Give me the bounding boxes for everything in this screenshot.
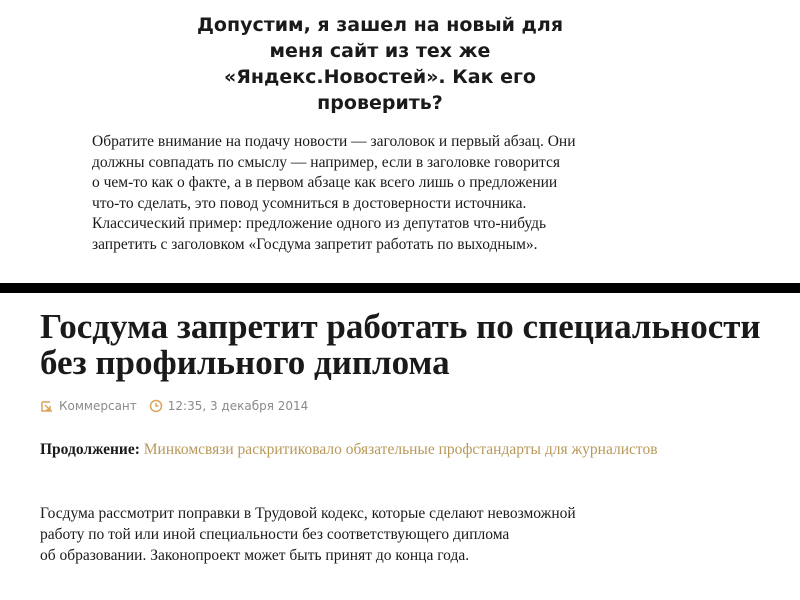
news-article-screenshot — [0, 293, 800, 600]
answer-paragraph — [92, 132, 682, 255]
article-lead — [40, 503, 700, 566]
headline-line: без профильного диплома — [40, 343, 450, 382]
answer-line: Классический пример: предложение одного из депутатов что-нибудь — [92, 215, 547, 232]
lead-line: Госдума рассмотрит поправки в Трудовой кодекс, которые сделают невозможной — [40, 505, 576, 522]
answer-line: запретить с заголовком «Госдума запретит работать по выходным». — [92, 235, 538, 253]
article-timestamp: 12:35, 3 декабря 2014 — [167, 399, 309, 413]
answer-line: о чем-то как о факте, а в первом абзаце как всего лишь о предложении — [92, 174, 558, 191]
headline-line: Госдума запретит работать по специальности — [40, 307, 761, 346]
question-heading: Допустим, я зашел на новый для меня сайт из тех же «Яндекс.Новостей». Как его проверить? — [196, 14, 564, 114]
continuation-link[interactable]: Минкомсвязи раскритиковало обязательные профстандарты для журналистов — [143, 441, 658, 458]
article-source[interactable]: Коммерсант — [59, 399, 137, 413]
lead-line: об образовании. Законопроект может быть принят до конца года. — [40, 547, 470, 564]
continuation-label: Продолжение: — [40, 441, 140, 458]
lead-line: работу по той или иной специальности без соответствующего диплома — [40, 526, 510, 543]
article-meta — [40, 397, 308, 415]
article-headline — [40, 309, 790, 381]
section-divider — [0, 283, 800, 293]
clock-icon — [149, 399, 163, 413]
interview-section — [0, 0, 800, 283]
answer-line: что-то сделать, это повод усомниться в достоверности источника. — [92, 194, 527, 212]
continuation-block — [40, 439, 700, 460]
source-icon — [40, 399, 54, 413]
answer-line: Обратите внимание на подачу новости — заголовок и первый абзац. Они — [92, 133, 576, 150]
answer-line: должны совпадать по смыслу — например, если в заголовке говорится — [92, 153, 560, 171]
